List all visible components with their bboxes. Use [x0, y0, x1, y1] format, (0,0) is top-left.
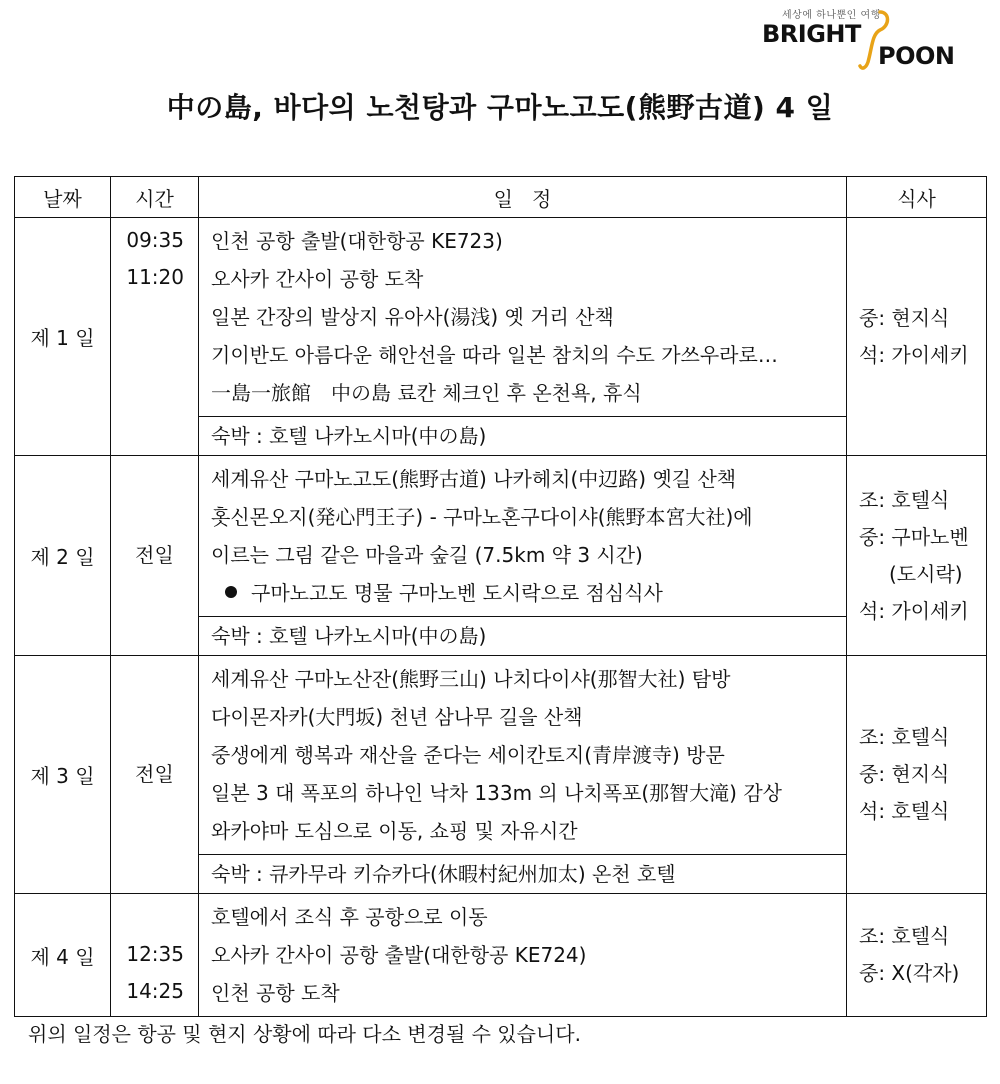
- time-cell: [111, 218, 199, 456]
- schedule-line: 와카야마 도심으로 이동, 쇼핑 및 자유시간: [211, 819, 578, 843]
- lodging-line: 숙박 : 큐카무라 키슈카다(休暇村紀州加太) 온천 호텔: [199, 854, 846, 893]
- time-value: 11:20: [126, 265, 184, 289]
- schedule-cell: [199, 656, 847, 894]
- meal-cell: [847, 894, 987, 1017]
- schedule-line: 기이반도 아름다운 해안선을 따라 일본 참치의 수도 가쓰우라로…: [211, 343, 778, 367]
- schedule-cell: [199, 894, 847, 1017]
- meal-item: 조: 호텔식: [859, 924, 950, 948]
- meal-item: 중: X(각자): [859, 961, 960, 985]
- header-schedule: 일 정: [199, 177, 847, 218]
- lodging-line: 숙박 : 호텔 나카노시마(中の島): [199, 616, 846, 655]
- meal-item: 중: 구마노벤: [859, 524, 969, 549]
- day-label: 제 3 일: [15, 656, 111, 894]
- page-title: 中の島, 바다의 노천탕과 구마노고도(熊野古道) 4 일: [166, 91, 834, 124]
- schedule-line: 이르는 그림 같은 마을과 숲길 (7.5km 약 3 시간): [211, 543, 643, 567]
- schedule-line: 호텔에서 조식 후 공항으로 이동: [211, 905, 488, 929]
- bullet-text: 구마노고도 명물 구마노벤 도시락으로 점심식사: [251, 581, 663, 605]
- schedule-line: 다이몬자카(大門坂) 천년 삼나무 길을 산책: [211, 705, 583, 729]
- meal-item: 중: 현지식: [859, 762, 950, 786]
- time-cell: [111, 894, 199, 1017]
- meal-item: 석: 가이세키: [859, 598, 969, 623]
- schedule-line: 중생에게 행복과 재산을 준다는 세이칸토지(青岸渡寺) 방문: [211, 743, 725, 767]
- meal-cell: [847, 218, 987, 456]
- day-label: 제 2 일: [15, 456, 111, 656]
- table-row: [15, 218, 987, 456]
- header-time: 시간: [111, 177, 199, 218]
- schedule-cell: [199, 218, 847, 456]
- header-day: 날짜: [15, 177, 111, 218]
- schedule-line: 홋신몬오지(発心門王子) - 구마노혼구다이샤(熊野本宮大社)에: [211, 505, 753, 529]
- meal-cell: [847, 456, 987, 656]
- meal-item: 석: 호텔식: [859, 799, 950, 823]
- meal-cell: [847, 656, 987, 894]
- time-value: 09:35: [126, 228, 184, 252]
- time-value: 14:25: [126, 979, 184, 1003]
- table-header-row: [15, 177, 987, 218]
- lodging-line: 숙박 : 호텔 나카노시마(中の島): [199, 416, 846, 455]
- schedule-line: 인천 공항 도착: [211, 981, 340, 1005]
- time-value: 전일: [135, 543, 174, 567]
- schedule-bullet-line: [211, 574, 846, 612]
- meal-item: 중: 현지식: [859, 305, 950, 330]
- schedule-line: 一島一旅館 中の島 료칸 체크인 후 온천욕, 휴식: [211, 381, 642, 405]
- meal-item: 조: 호텔식: [859, 725, 950, 749]
- day-label: 제 4 일: [15, 894, 111, 1017]
- time-cell: [111, 456, 199, 656]
- time-value: 전일: [135, 762, 174, 786]
- meal-item: 석: 가이세키: [859, 342, 969, 367]
- schedule-line: 일본 3 대 폭포의 하나인 낙차 133m 의 나치폭포(那智大滝) 감상: [211, 781, 782, 805]
- time-cell: [111, 656, 199, 894]
- footer-note: 위의 일정은 항공 및 현지 상황에 따라 다소 변경될 수 있습니다.: [28, 1022, 581, 1046]
- time-value: 12:35: [126, 942, 184, 966]
- bullet-icon: [225, 586, 237, 598]
- schedule-cell: [199, 456, 847, 656]
- table-row: [15, 894, 987, 1017]
- schedule-line: 인천 공항 출발(대한항공 KE723): [211, 229, 503, 253]
- schedule-line: 일본 간장의 발상지 유아사(湯浅) 옛 거리 산책: [211, 305, 614, 329]
- day-label: 제 1 일: [15, 218, 111, 456]
- table-row: [15, 456, 987, 656]
- brand-logo: [760, 6, 960, 76]
- table-row: [15, 656, 987, 894]
- meal-item: (도시락): [889, 561, 963, 586]
- schedule-line: 오사카 간사이 공항 출발(대한항공 KE724): [211, 943, 587, 967]
- schedule-line: 오사카 간사이 공항 도착: [211, 267, 424, 291]
- schedule-line: 세계유산 구마노고도(熊野古道) 나카헤치(中辺路) 옛길 산책: [211, 467, 737, 491]
- logo-tagline: 세상에 하나뿐인 여행: [782, 10, 881, 21]
- logo-brand-bright: BRIGHT: [762, 20, 861, 48]
- meal-item: 조: 호텔식: [859, 487, 950, 512]
- itinerary-table: [14, 176, 987, 1017]
- logo-brand-poon: POON: [878, 42, 955, 70]
- header-meals: 식사: [847, 177, 987, 218]
- schedule-line: 세계유산 구마노산잔(熊野三山) 나치다이샤(那智大社) 탐방: [211, 667, 731, 691]
